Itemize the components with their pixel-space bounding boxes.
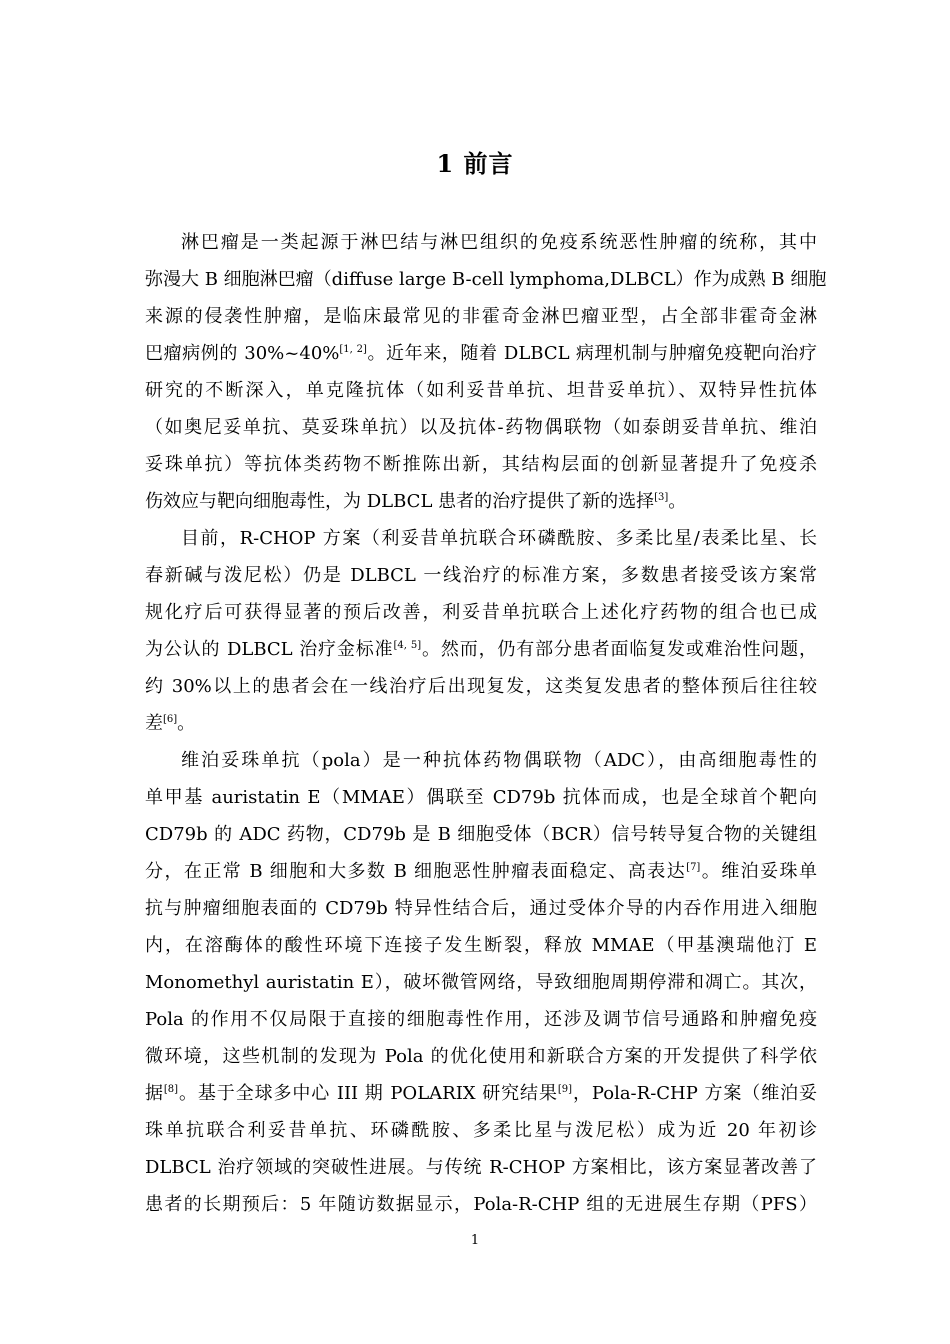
line-text: 分，在正常 B 细胞和大多数 B 细胞恶性肿瘤表面稳定、高表达 bbox=[145, 861, 687, 882]
text-line bbox=[145, 1001, 817, 1038]
line-text: （如奥尼妥单抗、莫妥珠单抗）以及抗体-药物偶联物（如泰朗妥昔单抗、维泊 bbox=[145, 417, 817, 438]
line-text: 目前，R-CHOP 方案（利妥昔单抗联合环磷酰胺、多柔比星/表柔比星、长 bbox=[181, 528, 817, 549]
line-text: 。 bbox=[668, 491, 687, 512]
line-text: 抗与肿瘤细胞表面的 CD79b 特异性结合后，通过受体介导的内吞作用进入细胞 bbox=[145, 898, 817, 919]
line-text: DLBCL 治疗领域的突破性进展。与传统 R-CHOP 方案相比，该方案显著改善了 bbox=[145, 1157, 817, 1178]
line-text: 弥漫大 B 细胞淋巴瘤（diffuse large B-cell lymphoma,DLBCL）作为成熟 B 细胞 bbox=[145, 269, 827, 290]
line-text: 微环境，这些机制的发现为 Pola 的优化使用和新联合方案的开发提供了科学依 bbox=[145, 1046, 817, 1067]
line-text: 约 30%以上的患者会在一线治疗后出现复发，这类复发患者的整体预后往往较 bbox=[145, 676, 817, 697]
citation-ref: [8] bbox=[163, 1084, 179, 1095]
page-number: 1 bbox=[470, 1233, 480, 1248]
text-line bbox=[145, 742, 817, 779]
line-text: 珠单抗联合利妥昔单抗、环磷酰胺、多柔比星与泼尼松）成为近 20 年初诊 bbox=[145, 1120, 817, 1141]
citation-ref: [1, 2] bbox=[339, 344, 367, 355]
line-text: ，Pola-R-CHP 方案（维泊妥 bbox=[572, 1083, 818, 1104]
citation-ref: [4, 5] bbox=[393, 640, 422, 651]
section-title: 1 前言 bbox=[436, 149, 514, 178]
text-line bbox=[145, 335, 817, 372]
line-text: 患者的长期预后：5 年随访数据显示，Pola-R-CHP 组的无进展生存期（PFS） bbox=[145, 1194, 817, 1215]
text-line bbox=[145, 853, 817, 890]
text-line bbox=[145, 1149, 817, 1186]
line-text: 。维泊妥珠单 bbox=[700, 861, 817, 882]
line-text: 维泊妥珠单抗（pola）是一种抗体药物偶联物（ADC），由高细胞毒性的 bbox=[181, 750, 817, 771]
line-text: 。然而，仍有部分患者面临复发或难治性问题， bbox=[421, 639, 817, 660]
line-text: 春新碱与泼尼松）仍是 DLBCL 一线治疗的标准方案，多数患者接受该方案常 bbox=[145, 565, 817, 586]
text-line bbox=[145, 261, 827, 298]
text-line bbox=[145, 1038, 817, 1075]
line-text: 为公认的 DLBCL 治疗金标准 bbox=[145, 639, 394, 660]
text-line bbox=[145, 446, 817, 483]
text-line bbox=[145, 483, 817, 520]
line-text: CD79b 的 ADC 药物，CD79b 是 B 细胞受体（BCR）信号转导复合物的关键组 bbox=[145, 824, 817, 845]
text-line bbox=[145, 224, 817, 261]
text-line bbox=[145, 372, 817, 409]
text-line bbox=[145, 298, 817, 335]
text-line bbox=[145, 779, 817, 816]
line-text: 伤效应与靶向细胞毒性，为 DLBCL 患者的治疗提供了新的选择 bbox=[145, 491, 655, 512]
text-line bbox=[145, 594, 817, 631]
line-text: 规化疗后可获得显著的预后改善，利妥昔单抗联合上述化疗药物的组合也已成 bbox=[145, 602, 817, 623]
text-line bbox=[145, 1075, 817, 1112]
citation-ref: [7] bbox=[686, 862, 701, 873]
line-text: Monomethyl auristatin E），破坏微管网络，导致细胞周期停滞和凋亡。其次， bbox=[145, 972, 817, 993]
line-text: 巴瘤病例的 30%~40% bbox=[145, 343, 340, 364]
text-line bbox=[145, 668, 817, 705]
line-text: 来源的侵袭性肿瘤，是临床最常见的非霍奇金淋巴瘤亚型，占全部非霍奇金淋 bbox=[145, 306, 817, 327]
line-text: 单甲基 auristatin E（MMAE）偶联至 CD79b 抗体而成，也是全球首个靶向 bbox=[145, 787, 817, 808]
text-line bbox=[145, 520, 817, 557]
line-text: 。 bbox=[177, 713, 196, 734]
text-line bbox=[145, 890, 817, 927]
citation-ref: [6] bbox=[163, 714, 178, 725]
line-text: 。近年来，随着 DLBCL 病理机制与肿瘤免疫靶向治疗 bbox=[366, 343, 817, 364]
line-text: 妥珠单抗）等抗体类药物不断推陈出新，其结构层面的创新显著提升了免疫杀 bbox=[145, 454, 817, 475]
line-text: Pola 的作用不仅局限于直接的细胞毒性作用，还涉及调节信号通路和肿瘤免疫 bbox=[145, 1009, 817, 1030]
line-text: 。基于全球多中心 III 期 POLARIX 研究结果 bbox=[178, 1083, 558, 1104]
line-text: 内，在溶酶体的酸性环境下连接子发生断裂，释放 MMAE（甲基澳瑞他汀 E bbox=[145, 935, 817, 956]
citation-ref: [3] bbox=[654, 492, 669, 503]
text-line bbox=[145, 557, 817, 594]
text-line bbox=[145, 1186, 817, 1223]
text-line bbox=[145, 631, 817, 668]
text-line bbox=[145, 964, 817, 1001]
line-text: 差 bbox=[145, 713, 163, 734]
text-line bbox=[145, 409, 817, 446]
citation-ref: [9] bbox=[557, 1084, 573, 1095]
line-text: 据 bbox=[145, 1083, 164, 1104]
text-line bbox=[145, 927, 817, 964]
line-text: 研究的不断深入，单克隆抗体（如利妥昔单抗、坦昔妥单抗）、双特异性抗体 bbox=[145, 380, 817, 401]
line-text: 淋巴瘤是一类起源于淋巴结与淋巴组织的免疫系统恶性肿瘤的统称，其中 bbox=[181, 232, 817, 253]
text-line bbox=[145, 816, 817, 853]
body-text bbox=[145, 224, 827, 1223]
text-line bbox=[145, 1112, 817, 1149]
text-line bbox=[145, 705, 817, 742]
